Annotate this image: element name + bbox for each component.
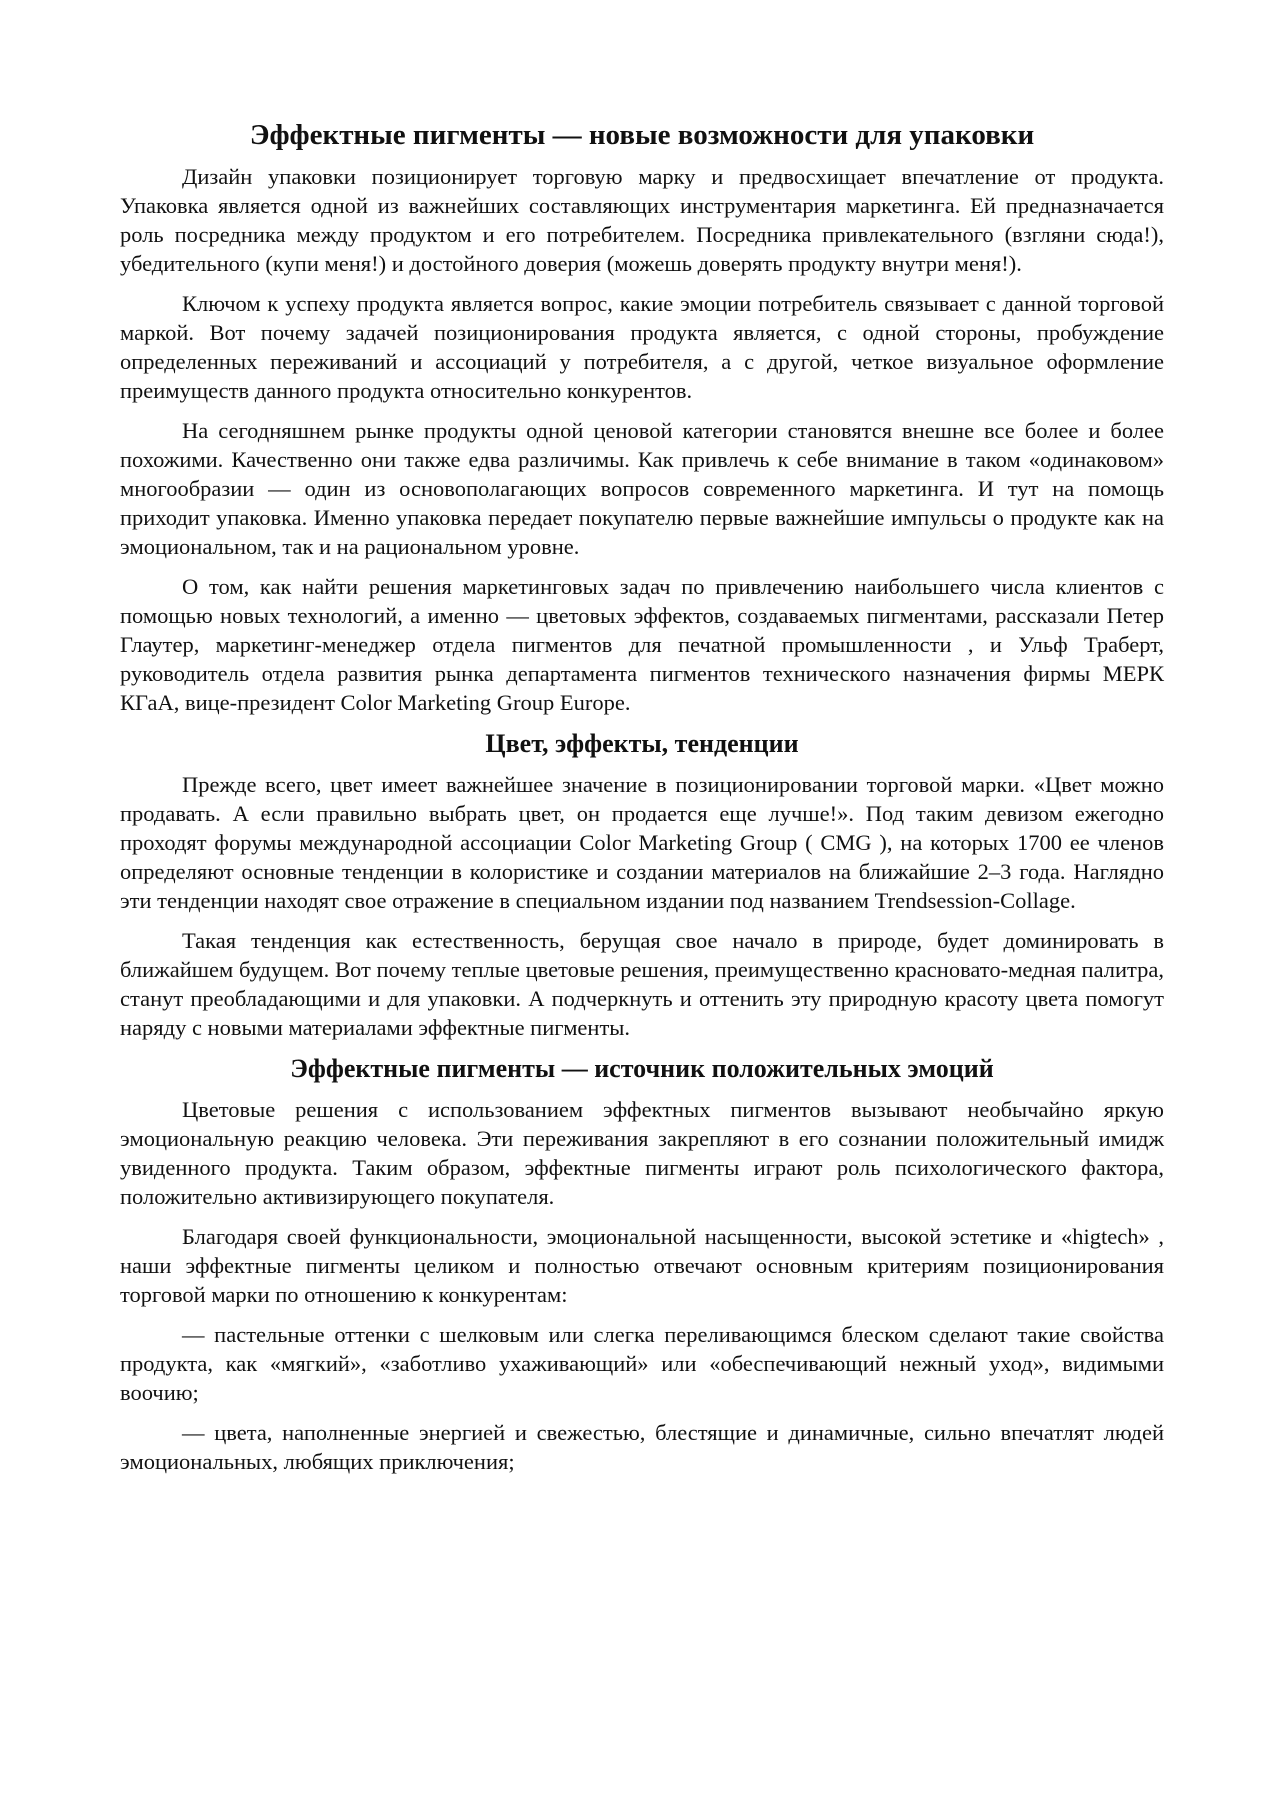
paragraph: На сегодняшнем рынке продукты одной ценовой категории становятся внешне все более и более похожими. Качественно они также едва различимы. Как привлечь к себе внимание в таком «одинаковом» многообразии — один из основополагающих вопросов современного маркетинга. И тут на помощь приходит упаковка. Именно упаковка передает покупателю первые важнейшие импульсы о продукте как на эмоциональном, так и на рациональном уровне. <box>120 418 1164 559</box>
paragraph: Дизайн упаковки позиционирует торговую марку и предвосхищает впечатление от продукта. Упаковка является одной из важнейших составляющих инструментария маркетинга. Ей предназначается роль посредника между продуктом и его потребителем. Посредника привлекательного (взгляни сюда!), убедительного (купи меня!) и достойного доверия (можешь доверять продукту внутри меня!). <box>120 164 1164 276</box>
paragraph: Прежде всего, цвет имеет важнейшее значение в позиционировании торговой марки. «Цвет можно продавать. А если правильно выбрать цвет, он продается еще лучше!». Под таким девизом ежегодно проходят форумы международной ассоциации Color Marketing Group ( CMG ), на которых 1700 ее членов определяют основные тенденции в колористике и создании материалов на ближайшие 2–3 года. Наглядно эти тенденции находят свое отражение в специальном издании под названием Trendsession-Collage. <box>120 772 1164 913</box>
paragraph: Ключом к успеху продукта является вопрос, какие эмоции потребитель связывает с данной торговой маркой. Вот почему задачей позиционирования продукта является, с одной стороны, пробуждение определенных переживаний и ассоциаций у потребителя, а с другой, четкое визуальное оформление преимуществ данного продукта относительно конкурентов. <box>120 291 1164 403</box>
paragraph: О том, как найти решения маркетинговых задач по привлечению наибольшего числа клиентов с помощью новых технологий, а именно — цветовых эффектов, создаваемых пигментами, рассказали Петер Глаутер, маркетинг-менеджер отдела пигментов для печатной промышленности , и Ульф Траберт, руководитель отдела развития рынка департамента пигментов технического назначения фирмы МЕРК КГаА, вице-президент Color Marketing Group Europe. <box>120 574 1164 715</box>
paragraph: Благодаря своей функциональности, эмоциональной насыщенности, высокой эстетике и «higtech» , наши эффектные пигменты целиком и полностью отвечают основным критериям позиционирования торговой марки по отношению к конкурентам: <box>120 1224 1164 1307</box>
list-paragraph: — цвета, наполненные энергией и свежестью, блестящие и динамичные, сильно впечатлят людей эмоциональных, любящих приключения; <box>120 1420 1164 1474</box>
document-title: Эффектные пигменты — новые возможности для упаковки <box>249 119 1035 151</box>
section-heading: Цвет, эффекты, тенденции <box>485 729 799 758</box>
paragraph: Цветовые решения с использованием эффектных пигментов вызывают необычайно яркую эмоциональную реакцию человека. Эти переживания закрепляют в его сознании положительный имидж увиденного продукта. Таким образом, эффектные пигменты играют роль психологического фактора, положительно активизирующего покупателя. <box>120 1097 1164 1209</box>
paragraph: Такая тенденция как естественность, берущая свое начало в природе, будет доминировать в ближайшем будущем. Вот почему теплые цветовые решения, преимущественно красновато-медная палитра, станут преобладающими и для упаковки. А подчеркнуть и оттенить эту природную красоту цвета помогут наряду с новыми материалами эффектные пигменты. <box>120 928 1164 1040</box>
document-page <box>120 118 1164 1487</box>
list-paragraph: — пастельные оттенки с шелковым или слегка переливающимся блеском сделают такие свойства продукта, как «мягкий», «заботливо ухаживающий» или «обеспечивающий нежный уход», видимыми воочию; <box>120 1322 1164 1405</box>
section-heading: Эффектные пигменты — источник положительных эмоций <box>290 1054 994 1083</box>
